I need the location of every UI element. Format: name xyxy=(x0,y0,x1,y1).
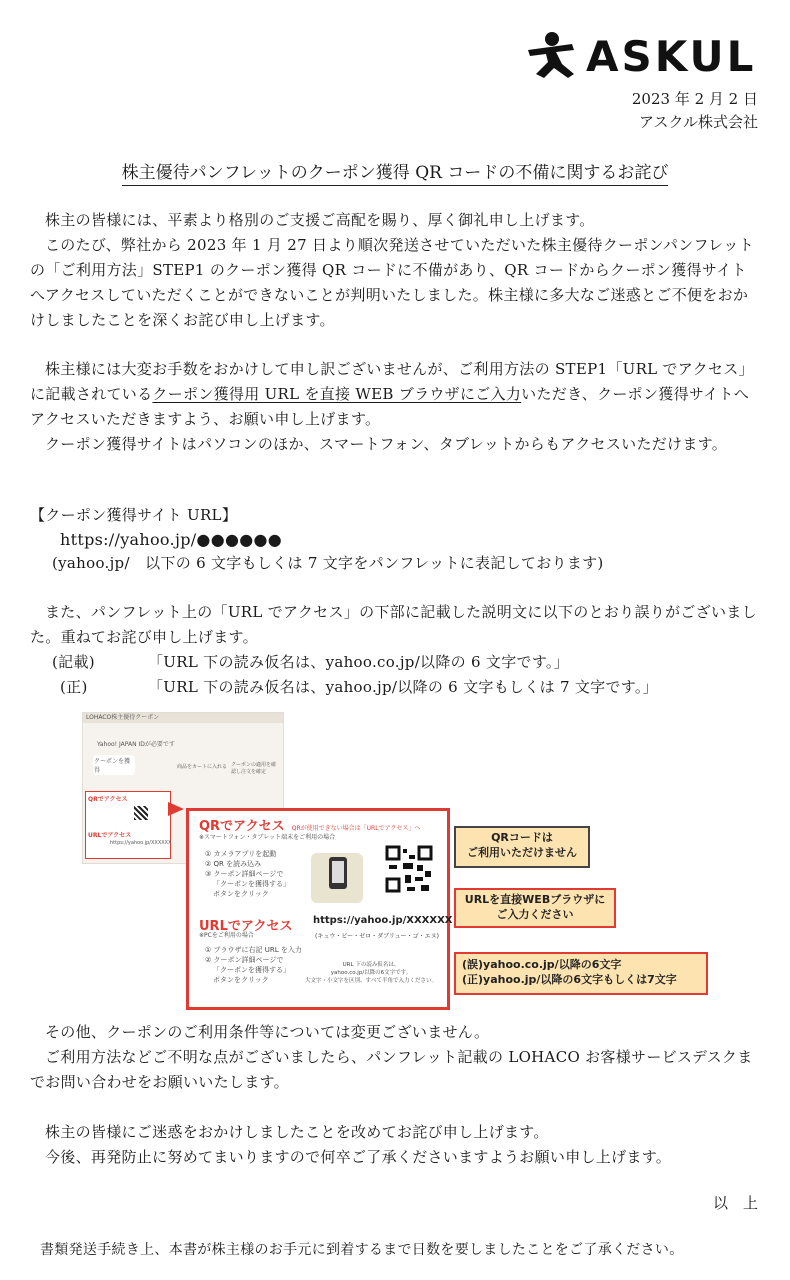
page-title: 株主優待パンフレットのクーポン獲得 QR コードの不備に関するお詫び xyxy=(0,158,790,183)
qr-note: QRが使用できない場合は「URLでアクセス」へ xyxy=(291,825,421,832)
askul-logo xyxy=(522,30,762,80)
url-reading: (キュウ・ビー・ゼロ・ダブリュー・ゴ・エヌ) xyxy=(315,933,440,940)
pamphlet-step1: クーポンを獲得 xyxy=(93,755,135,775)
paragraph-correction: また、パンフレット上の「URL でアクセス」の下部に記載した説明文に以下のとおり誤りがございました。重ねてお詫び申し上げます。 xyxy=(30,603,757,646)
pamphlet-yahoo: Yahoo! JAPAN IDが必要です xyxy=(97,741,175,748)
url-sub: ※PCをご利用の場合 xyxy=(199,932,254,939)
sample-url: https://yahoo.jp/XXXXXX xyxy=(313,915,453,926)
url-note: (yahoo.jp/ 以下の 6 文字もしくは 7 文字をパンフレットに表記しております) xyxy=(52,554,604,572)
arrow-right-icon xyxy=(166,798,188,820)
company-name: アスクル株式会社 xyxy=(639,113,758,131)
paragraph-issue: このたび、弊社から 2023 年 1 月 27 日より順次発送させていただいた株主優待クーポンパンフレットの「ご利用方法」STEP1 のクーポン獲得 QR コードに不備があり、QR コードからクーポン獲得サイトへアクセスしていただくことができないことが判明いたしました。株主様に多大なご迷惑とご不便をおかけしましたことを深くお詫び申し上げます。 xyxy=(30,236,754,329)
paragraph-greeting: 株主の皆様には、平素より格別のご支援ご高配を賜り、厚く御礼申し上げます。 xyxy=(45,211,595,229)
url-section-title: URLでアクセス xyxy=(199,919,293,934)
pamphlet-qr-icon xyxy=(134,806,148,820)
pamphlet-figure xyxy=(78,712,710,1006)
reading-note: URL 下の読み仮名は、 yahoo.co.jp/以降の6文字です。 大文字・小文字を区別、すべて半角で入力ください。 xyxy=(305,962,437,984)
phone-scan-icon xyxy=(307,847,367,909)
paragraph-request: 株主様には大変お手数をおかけして申し訳ございませんが、ご利用方法の STEP1「URL でアクセス」に記載されているクーポン獲得用 URL を直接 WEB ブラウザにご入力いただき、クーポン獲得サイトへアクセスいただきますよう、お願い申し上げます。 xyxy=(30,360,754,428)
pamphlet-highlight xyxy=(85,791,171,859)
paragraph-devices: クーポン獲得サイトはパソコンのほか、スマートフォン、タブレットからもアクセスいただけます。 xyxy=(45,435,728,453)
paragraph-apology: 株主の皆様にご迷惑をおかけしましたことを改めてお詫び申し上げます。 xyxy=(45,1123,549,1141)
pamphlet-header: LOHACO株主優待クーポン xyxy=(83,713,283,723)
qr-sub: ※スマートフォン・タブレット端末をご利用の場合 xyxy=(199,834,336,841)
error-label: (記載) xyxy=(52,653,95,671)
callout-correction: (誤)yahoo.co.jp/以降の6文字 (正)yahoo.jp/以降の6文字もしくは7文字 xyxy=(454,952,708,995)
coupon-url: https://yahoo.jp/●●●●●● xyxy=(60,530,283,549)
paragraph-contact: ご利用方法などご不明な点がございましたら、パンフレット記載の LOHACO お客様サービスデスクまでお問い合わせをお願いいたします。 xyxy=(30,1048,753,1091)
pamphlet-url-text: https://yahoo.jp/XXXXXX xyxy=(110,840,172,846)
paragraph-conditions: その他、クーポンのご利用条件等については変更ございません。 xyxy=(45,1023,490,1041)
callout-qr-unavailable: QRコードは ご利用いただけません xyxy=(454,826,590,868)
logo-text: ASKUL xyxy=(586,32,757,81)
qr-code-icon xyxy=(385,845,433,893)
closing: 以 上 xyxy=(712,1194,758,1212)
correct-label: (正) xyxy=(60,678,88,696)
pamphlet-step3: クーポンの適用を確認し注文を確定 xyxy=(231,762,277,775)
pamphlet-qr-label: QRでアクセス xyxy=(88,796,128,803)
correct-text: 「URL 下の読み仮名は、yahoo.jp/以降の 6 文字もしくは 7 文字です。」 xyxy=(148,678,658,696)
callout-enter-url: URLを直接WEBブラウザに ご入力ください xyxy=(454,888,616,928)
qr-steps: ① カメラアプリを起動 ② QR を読み込み ③ クーポン詳細ページで 「クーポンを獲得する」 ボタンをクリック xyxy=(205,850,290,898)
url-steps: ① ブラウザに右記 URL を入力 ② クーポン詳細ページで 「クーポンを獲得する」 ボタンをクリック xyxy=(205,946,302,984)
pamphlet-step2: 商品をカートに入れる xyxy=(177,764,228,770)
runner-icon xyxy=(522,30,582,80)
url-instruction: クーポン獲得用 URL を直接 WEB ブラウザにご入力 xyxy=(152,385,522,403)
url-heading: 【クーポン獲得サイト URL】 xyxy=(30,506,238,524)
paragraph-prevention: 今後、再発防止に努めてまいりますので何卒ご了承くださいますようお願い申し上げます。 xyxy=(45,1148,672,1166)
access-instructions-box xyxy=(186,808,453,1010)
error-text: 「URL 下の読み仮名は、yahoo.co.jp/以降の 6 文字です。」 xyxy=(148,653,570,671)
pamphlet-url-label: URLでアクセス xyxy=(88,832,132,839)
qr-section-header xyxy=(199,815,420,834)
letter-date: 2023 年 2 月 2 日 xyxy=(631,90,758,108)
qr-section-title: QRでアクセス xyxy=(199,819,285,834)
footer-note: 書類発送手続き上、本書が株主様のお手元に到着するまで日数を要しましたことをご了承ください。 xyxy=(40,1242,684,1258)
